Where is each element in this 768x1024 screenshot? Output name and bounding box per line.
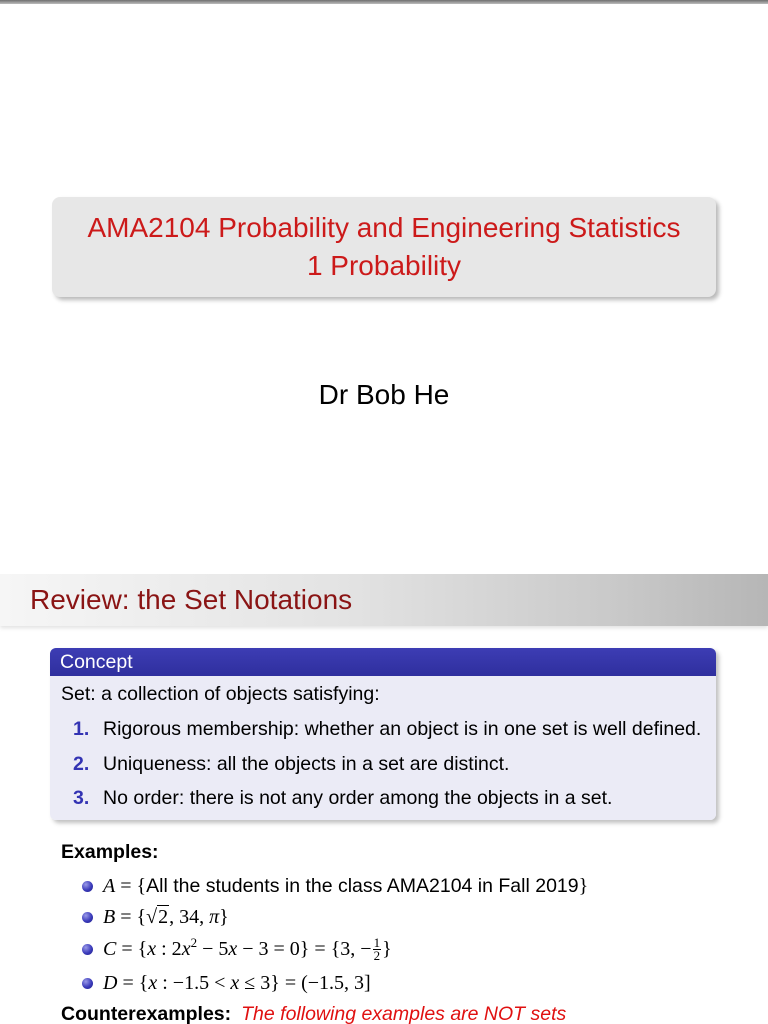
sqrt-sign: √ [146, 906, 158, 928]
list-item [73, 751, 510, 777]
item-number: 2. [73, 753, 90, 775]
bullet-icon [82, 912, 93, 923]
example-set-d [103, 970, 371, 996]
math-operator: = { [117, 972, 149, 994]
math-variable: x [147, 938, 157, 960]
title-box [52, 197, 716, 297]
example-set-c [103, 936, 392, 962]
math-variable: B [103, 906, 116, 928]
math-operator: ≤ 3} = (−1.5, 3] [239, 972, 371, 994]
example-text: All the students in the class AMA2104 in Fall 2019 [146, 875, 579, 897]
set-notation-slide [0, 574, 768, 1024]
math-operator: = { [116, 938, 148, 960]
block-body [50, 676, 716, 820]
presentation-subtitle: 1 Probability [306, 250, 462, 281]
presentation-title: AMA2104 Probability and Engineering Statistics [87, 212, 681, 243]
frame-title: Review: the Set Notations [30, 584, 353, 615]
fraction-denominator: 2 [373, 948, 381, 964]
author: Dr Bob He [318, 379, 450, 410]
block-header: Concept [50, 648, 716, 676]
bullet-icon [82, 978, 93, 989]
bullet-icon [82, 944, 93, 955]
math-operator: = { [115, 906, 147, 928]
top-divider [0, 0, 768, 4]
math-operator: } [382, 938, 392, 960]
item-number: 1. [73, 718, 90, 740]
math-exponent: 2 [190, 935, 198, 950]
counterexamples-line [61, 1004, 566, 1024]
math-variable: x [148, 972, 158, 994]
fraction [373, 937, 382, 962]
math-variable: A [103, 875, 116, 897]
math-operator: , 34, [169, 906, 210, 928]
math-operator: − 5 [197, 938, 229, 960]
math-variable: x [228, 938, 238, 960]
counterexamples-note: The following examples are NOT sets [241, 1003, 567, 1024]
math-variable: D [103, 972, 118, 994]
item-text: Rigorous membership: whether an object is in one set is well defined. [103, 718, 702, 740]
bullet-icon [82, 881, 93, 892]
examples-heading: Examples: [61, 841, 159, 863]
math-variable: x [230, 972, 240, 994]
math-operator: : −1.5 < [157, 972, 231, 994]
math-operator: } [219, 906, 229, 928]
list-item [73, 716, 702, 742]
item-number: 3. [73, 787, 90, 809]
concept-block [50, 648, 716, 820]
counterexamples-heading: Counterexamples: [61, 1003, 232, 1024]
math-variable: C [103, 938, 117, 960]
math-operator: − 3 = 0} = {3, − [237, 938, 372, 960]
fraction-numerator: 1 [373, 935, 381, 951]
concept-intro: Set: a collection of objects satisfying: [61, 683, 380, 705]
math-operator: = { [115, 875, 147, 897]
example-set-b [103, 904, 229, 930]
math-variable: x [181, 938, 191, 960]
math-operator: : 2 [156, 938, 182, 960]
example-set-a [103, 873, 588, 899]
item-text: Uniqueness: all the objects in a set are distinct. [103, 753, 510, 775]
sqrt-radicand: 2 [158, 906, 169, 928]
item-text: No order: there is not any order among the objects in a set. [103, 787, 613, 809]
math-variable: π [209, 906, 220, 928]
frame-header [0, 574, 768, 626]
math-operator: } [578, 875, 589, 897]
list-item [73, 785, 613, 811]
